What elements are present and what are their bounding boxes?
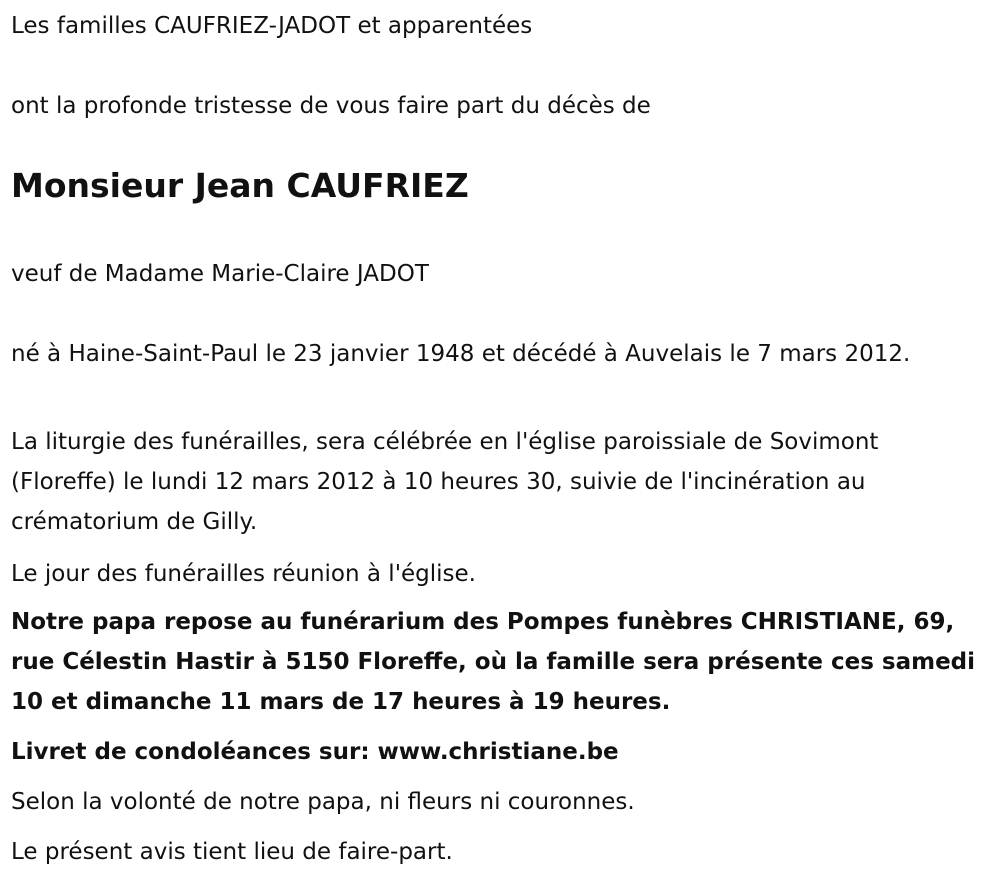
liturgy-paragraph: La liturgie des funérailles, sera célébrée en l'église paroissiale de Sovimont (Floreffe) le lundi 12 mars 2012 à 10 heures 30, suivie de l'incinération au crématorium de Gilly. [11,429,879,535]
condolences-line: Livret de condoléances sur: www.christiane.be [11,739,619,765]
families-line: Les familles CAUFRIEZ-JADOT et apparentées [11,13,533,39]
announcement-line: ont la profonde tristesse de vous faire part du décès de [11,93,651,119]
flowers-line: Selon la volonté de notre papa, ni fleurs ni couronnes. [11,789,635,815]
birth-death-line: né à Haine-Saint-Paul le 23 janvier 1948 et décédé à Auvelais le 7 mars 2012. [11,341,911,367]
deceased-name: Monsieur Jean CAUFRIEZ [11,166,469,205]
widower-line: veuf de Madame Marie-Claire JADOT [11,261,429,287]
funeral-home-paragraph: Notre papa repose au funérarium des Pompes funèbres CHRISTIANE, 69, rue Célestin Hastir à 5150 Floreffe, où la famille sera présente ces samedi 10 et dimanche 11 mars de 17 heures à 19 heures. [11,609,976,715]
meeting-line: Le jour des funérailles réunion à l'église. [11,561,476,587]
closing-line: Le présent avis tient lieu de faire-part. [11,839,453,865]
